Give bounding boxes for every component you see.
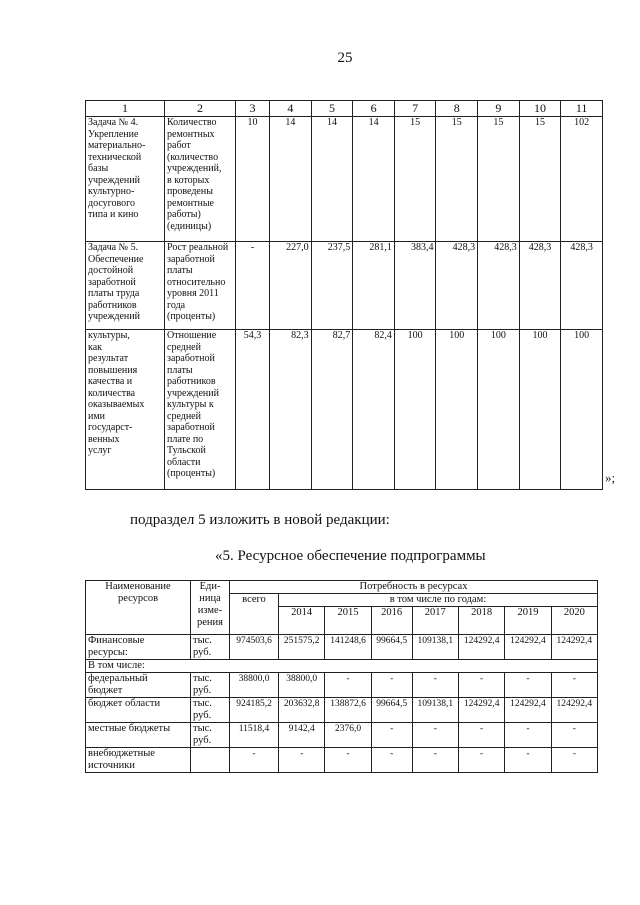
resource-name-cell: местные бюджеты — [86, 723, 191, 748]
value-cell: - — [412, 748, 458, 773]
value-cell: - — [505, 673, 551, 698]
value-cell: 9142,4 — [279, 723, 325, 748]
resource-name-cell: Финансовые ресурсы: — [86, 635, 191, 660]
value-cell: 138872,6 — [325, 698, 371, 723]
value-cell: 124292,4 — [505, 698, 551, 723]
value-cell: 82,3 — [270, 330, 312, 490]
indicators-table — [85, 100, 603, 490]
table-header-row — [86, 101, 603, 117]
value-cell: 11518,4 — [230, 723, 279, 748]
year-cell: 2017 — [412, 607, 458, 635]
value-cell: 124292,4 — [505, 635, 551, 660]
table-row — [86, 698, 598, 723]
header-cell: 11 — [561, 101, 603, 117]
value-cell: - — [236, 242, 270, 330]
header-cell: 8 — [436, 101, 478, 117]
value-cell: 15 — [394, 117, 436, 242]
value-cell: 10 — [236, 117, 270, 242]
value-cell: 100 — [561, 330, 603, 490]
value-cell: - — [325, 748, 371, 773]
header-cell: 10 — [519, 101, 561, 117]
value-cell: - — [412, 673, 458, 698]
header-cell: 7 — [394, 101, 436, 117]
value-cell: 124292,4 — [551, 698, 597, 723]
page-number: 25 — [337, 50, 353, 66]
value-cell: - — [505, 723, 551, 748]
value-cell: 383,4 — [394, 242, 436, 330]
value-cell: 100 — [436, 330, 478, 490]
table-row — [86, 723, 598, 748]
resources-table-body — [86, 635, 598, 773]
year-cell: 2018 — [458, 607, 504, 635]
value-cell: 100 — [478, 330, 520, 490]
value-cell: 100 — [519, 330, 561, 490]
amendment-paragraph: подраздел 5 изложить в новой редакции: — [130, 512, 390, 528]
value-cell: - — [325, 673, 371, 698]
indicator-cell: Отношение средней заработной платы работников учреждений культуры к средней заработной плате по Тульской области (проценты) — [165, 330, 236, 490]
table-row — [86, 660, 598, 673]
header-unit: Еди- ница изме- рения — [191, 581, 230, 635]
unit-cell — [191, 748, 230, 773]
header-by-years: в том числе по годам: — [279, 594, 598, 607]
value-cell: 99664,5 — [371, 635, 412, 660]
header-cell: 5 — [311, 101, 353, 117]
task-cell: культуры, как результат повышения качества и количества оказываемых ими государст- венных услуг — [86, 330, 165, 490]
value-cell: 141248,6 — [325, 635, 371, 660]
resource-name-cell: В том числе: — [86, 660, 598, 673]
value-cell: 15 — [519, 117, 561, 242]
value-cell: 924185,2 — [230, 698, 279, 723]
value-cell: - — [371, 748, 412, 773]
resources-table — [85, 580, 598, 773]
value-cell: 124292,4 — [458, 698, 504, 723]
indicator-cell: Количество ремонтных работ (количество учреждений, в которых проведены ремонтные работы) (единицы) — [165, 117, 236, 242]
task-cell: Задача № 4. Укрепление материально- технической базы учреждений культурно- досугового типа и кино — [86, 117, 165, 242]
value-cell: 15 — [478, 117, 520, 242]
year-cell: 2019 — [505, 607, 551, 635]
value-cell: - — [458, 673, 504, 698]
section-title: «5. Ресурсное обеспечение подпрограммы — [215, 548, 486, 564]
value-cell: 38800,0 — [230, 673, 279, 698]
header-cell: 2 — [165, 101, 236, 117]
table-row — [86, 748, 598, 773]
value-cell: 102 — [561, 117, 603, 242]
header-need: Потребность в ресурсах — [230, 581, 598, 594]
unit-cell: тыс. руб. — [191, 635, 230, 660]
value-cell: 82,4 — [353, 330, 395, 490]
header-cell: 9 — [478, 101, 520, 117]
unit-cell: тыс. руб. — [191, 673, 230, 698]
table-row — [86, 673, 598, 698]
table-row — [86, 117, 603, 242]
table-header-row — [86, 581, 598, 594]
value-cell: 99664,5 — [371, 698, 412, 723]
closing-quote-mark: »; — [605, 470, 616, 485]
indicator-cell: Рост реальной заработной платы относительно уровня 2011 года (проценты) — [165, 242, 236, 330]
value-cell: 82,7 — [311, 330, 353, 490]
value-cell: 100 — [394, 330, 436, 490]
value-cell: 281,1 — [353, 242, 395, 330]
year-cell: 2015 — [325, 607, 371, 635]
value-cell: 428,3 — [478, 242, 520, 330]
year-cell: 2020 — [551, 607, 597, 635]
value-cell: 54,3 — [236, 330, 270, 490]
header-cell: 4 — [270, 101, 312, 117]
value-cell: - — [412, 723, 458, 748]
year-cell: 2014 — [279, 607, 325, 635]
value-cell: - — [458, 723, 504, 748]
value-cell: 38800,0 — [279, 673, 325, 698]
value-cell: 15 — [436, 117, 478, 242]
value-cell: - — [505, 748, 551, 773]
value-cell: - — [230, 748, 279, 773]
value-cell: - — [551, 723, 597, 748]
value-cell: 124292,4 — [458, 635, 504, 660]
header-total: всего — [230, 594, 279, 635]
resource-name-cell: внебюджетные источники — [86, 748, 191, 773]
value-cell: 237,5 — [311, 242, 353, 330]
resource-name-cell: федеральный бюджет — [86, 673, 191, 698]
header-cell: 3 — [236, 101, 270, 117]
value-cell: 14 — [353, 117, 395, 242]
value-cell: - — [279, 748, 325, 773]
table-row — [86, 242, 603, 330]
value-cell: - — [458, 748, 504, 773]
value-cell: 428,3 — [436, 242, 478, 330]
value-cell: - — [551, 748, 597, 773]
value-cell: 428,3 — [519, 242, 561, 330]
table-row — [86, 635, 598, 660]
value-cell: 124292,4 — [551, 635, 597, 660]
header-cell: 6 — [353, 101, 395, 117]
task-cell: Задача № 5. Обеспечение достойной заработной платы труда работников учреждений — [86, 242, 165, 330]
value-cell: 14 — [311, 117, 353, 242]
unit-cell: тыс. руб. — [191, 698, 230, 723]
value-cell: 974503,6 — [230, 635, 279, 660]
value-cell: - — [551, 673, 597, 698]
year-cell: 2016 — [371, 607, 412, 635]
resource-name-cell: бюджет области — [86, 698, 191, 723]
header-cell: 1 — [86, 101, 165, 117]
value-cell: 2376,0 — [325, 723, 371, 748]
table-row — [86, 330, 603, 490]
value-cell: 227,0 — [270, 242, 312, 330]
value-cell: 428,3 — [561, 242, 603, 330]
header-resources: Наименование ресурсов — [86, 581, 191, 635]
unit-cell: тыс. руб. — [191, 723, 230, 748]
value-cell: - — [371, 723, 412, 748]
value-cell: - — [371, 673, 412, 698]
value-cell: 109138,1 — [412, 698, 458, 723]
value-cell: 14 — [270, 117, 312, 242]
value-cell: 109138,1 — [412, 635, 458, 660]
value-cell: 203632,8 — [279, 698, 325, 723]
value-cell: 251575,2 — [279, 635, 325, 660]
